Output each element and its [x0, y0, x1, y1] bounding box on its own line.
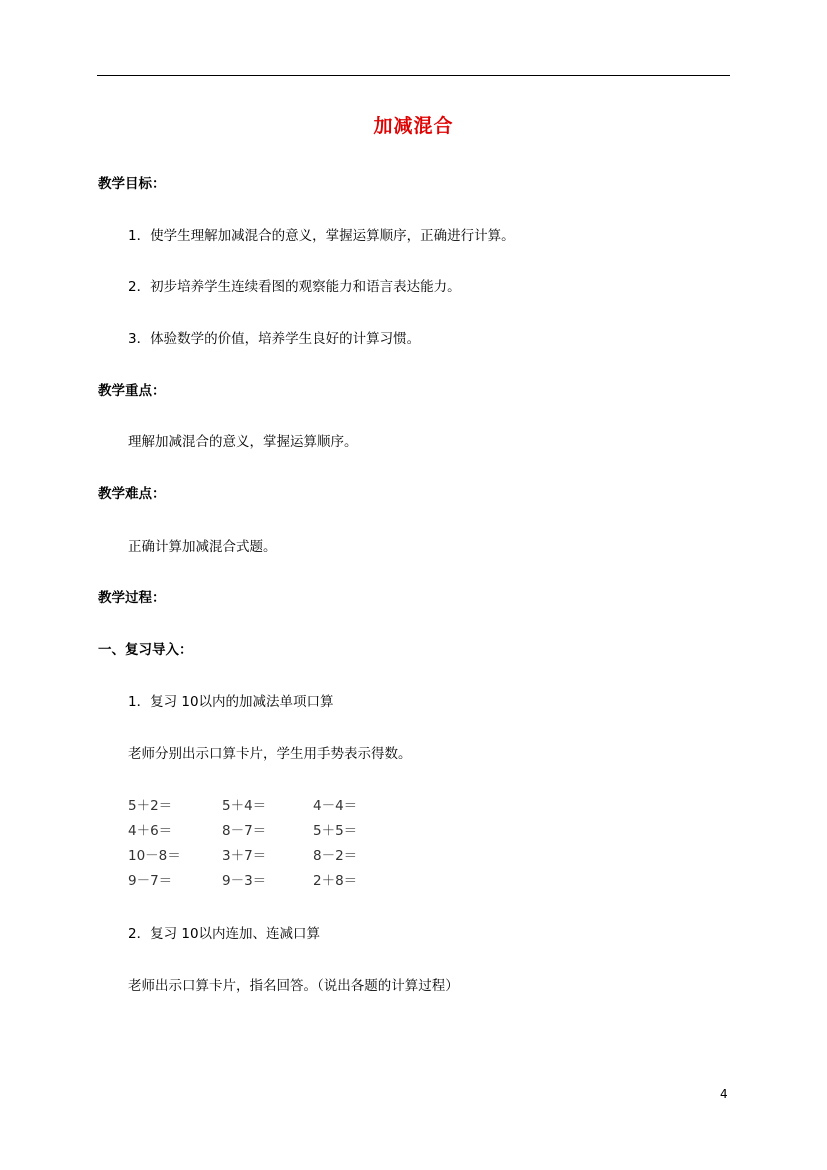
document-title: 加减混合: [373, 115, 454, 137]
calc-cell: 5＋5＝: [313, 823, 358, 839]
calc-cell: 4＋6＝: [128, 823, 173, 839]
review-item-2: 2．复习 10以内连加、连减口算: [128, 926, 321, 942]
goal-item-3: 3．体验数学的价值，培养学生良好的计算习惯。: [128, 331, 421, 347]
goal-item-2: 2．初步培养学生连续看图的观察能力和语言表达能力。: [128, 279, 461, 295]
calc-cell: 5＋4＝: [222, 798, 267, 814]
calc-cell: 10－8＝: [128, 848, 181, 864]
goal-item-1: 1．使学生理解加减混合的意义，掌握运算顺序，正确进行计算。: [128, 228, 515, 244]
calc-cell: 5＋2＝: [128, 798, 173, 814]
difficulty-text: 正确计算加减混合式题。: [128, 539, 277, 555]
calc-cell: 8－7＝: [222, 823, 267, 839]
calc-row: [128, 794, 428, 819]
review-item-1-description: 老师分别出示口算卡片，学生用手势表示得数。: [128, 746, 412, 762]
calc-cell: 9－3＝: [222, 873, 267, 889]
oral-calculation-grid: [128, 794, 428, 894]
calc-cell: 3＋7＝: [222, 848, 267, 864]
goals-heading: 教学目标：: [98, 176, 166, 192]
page-number: 4: [720, 1087, 728, 1101]
difficulty-heading: 教学难点：: [98, 486, 166, 502]
calc-cell: 8－2＝: [313, 848, 358, 864]
review-heading: 一、复习导入：: [98, 642, 193, 658]
process-heading: 教学过程：: [98, 590, 166, 606]
key-points-heading: 教学重点：: [98, 383, 166, 399]
key-points-text: 理解加减混合的意义，掌握运算顺序。: [128, 434, 358, 450]
calc-row: [128, 844, 428, 869]
calc-row: [128, 869, 428, 894]
calc-cell: 9－7＝: [128, 873, 173, 889]
calc-cell: 2＋8＝: [313, 873, 358, 889]
header-rule: [97, 75, 730, 76]
calc-row: [128, 819, 428, 844]
review-item-1: 1．复习 10以内的加减法单项口算: [128, 694, 334, 710]
calc-cell: 4－4＝: [313, 798, 358, 814]
review-item-2-description: 老师出示口算卡片，指名回答。（说出各题的计算过程）: [128, 978, 459, 994]
